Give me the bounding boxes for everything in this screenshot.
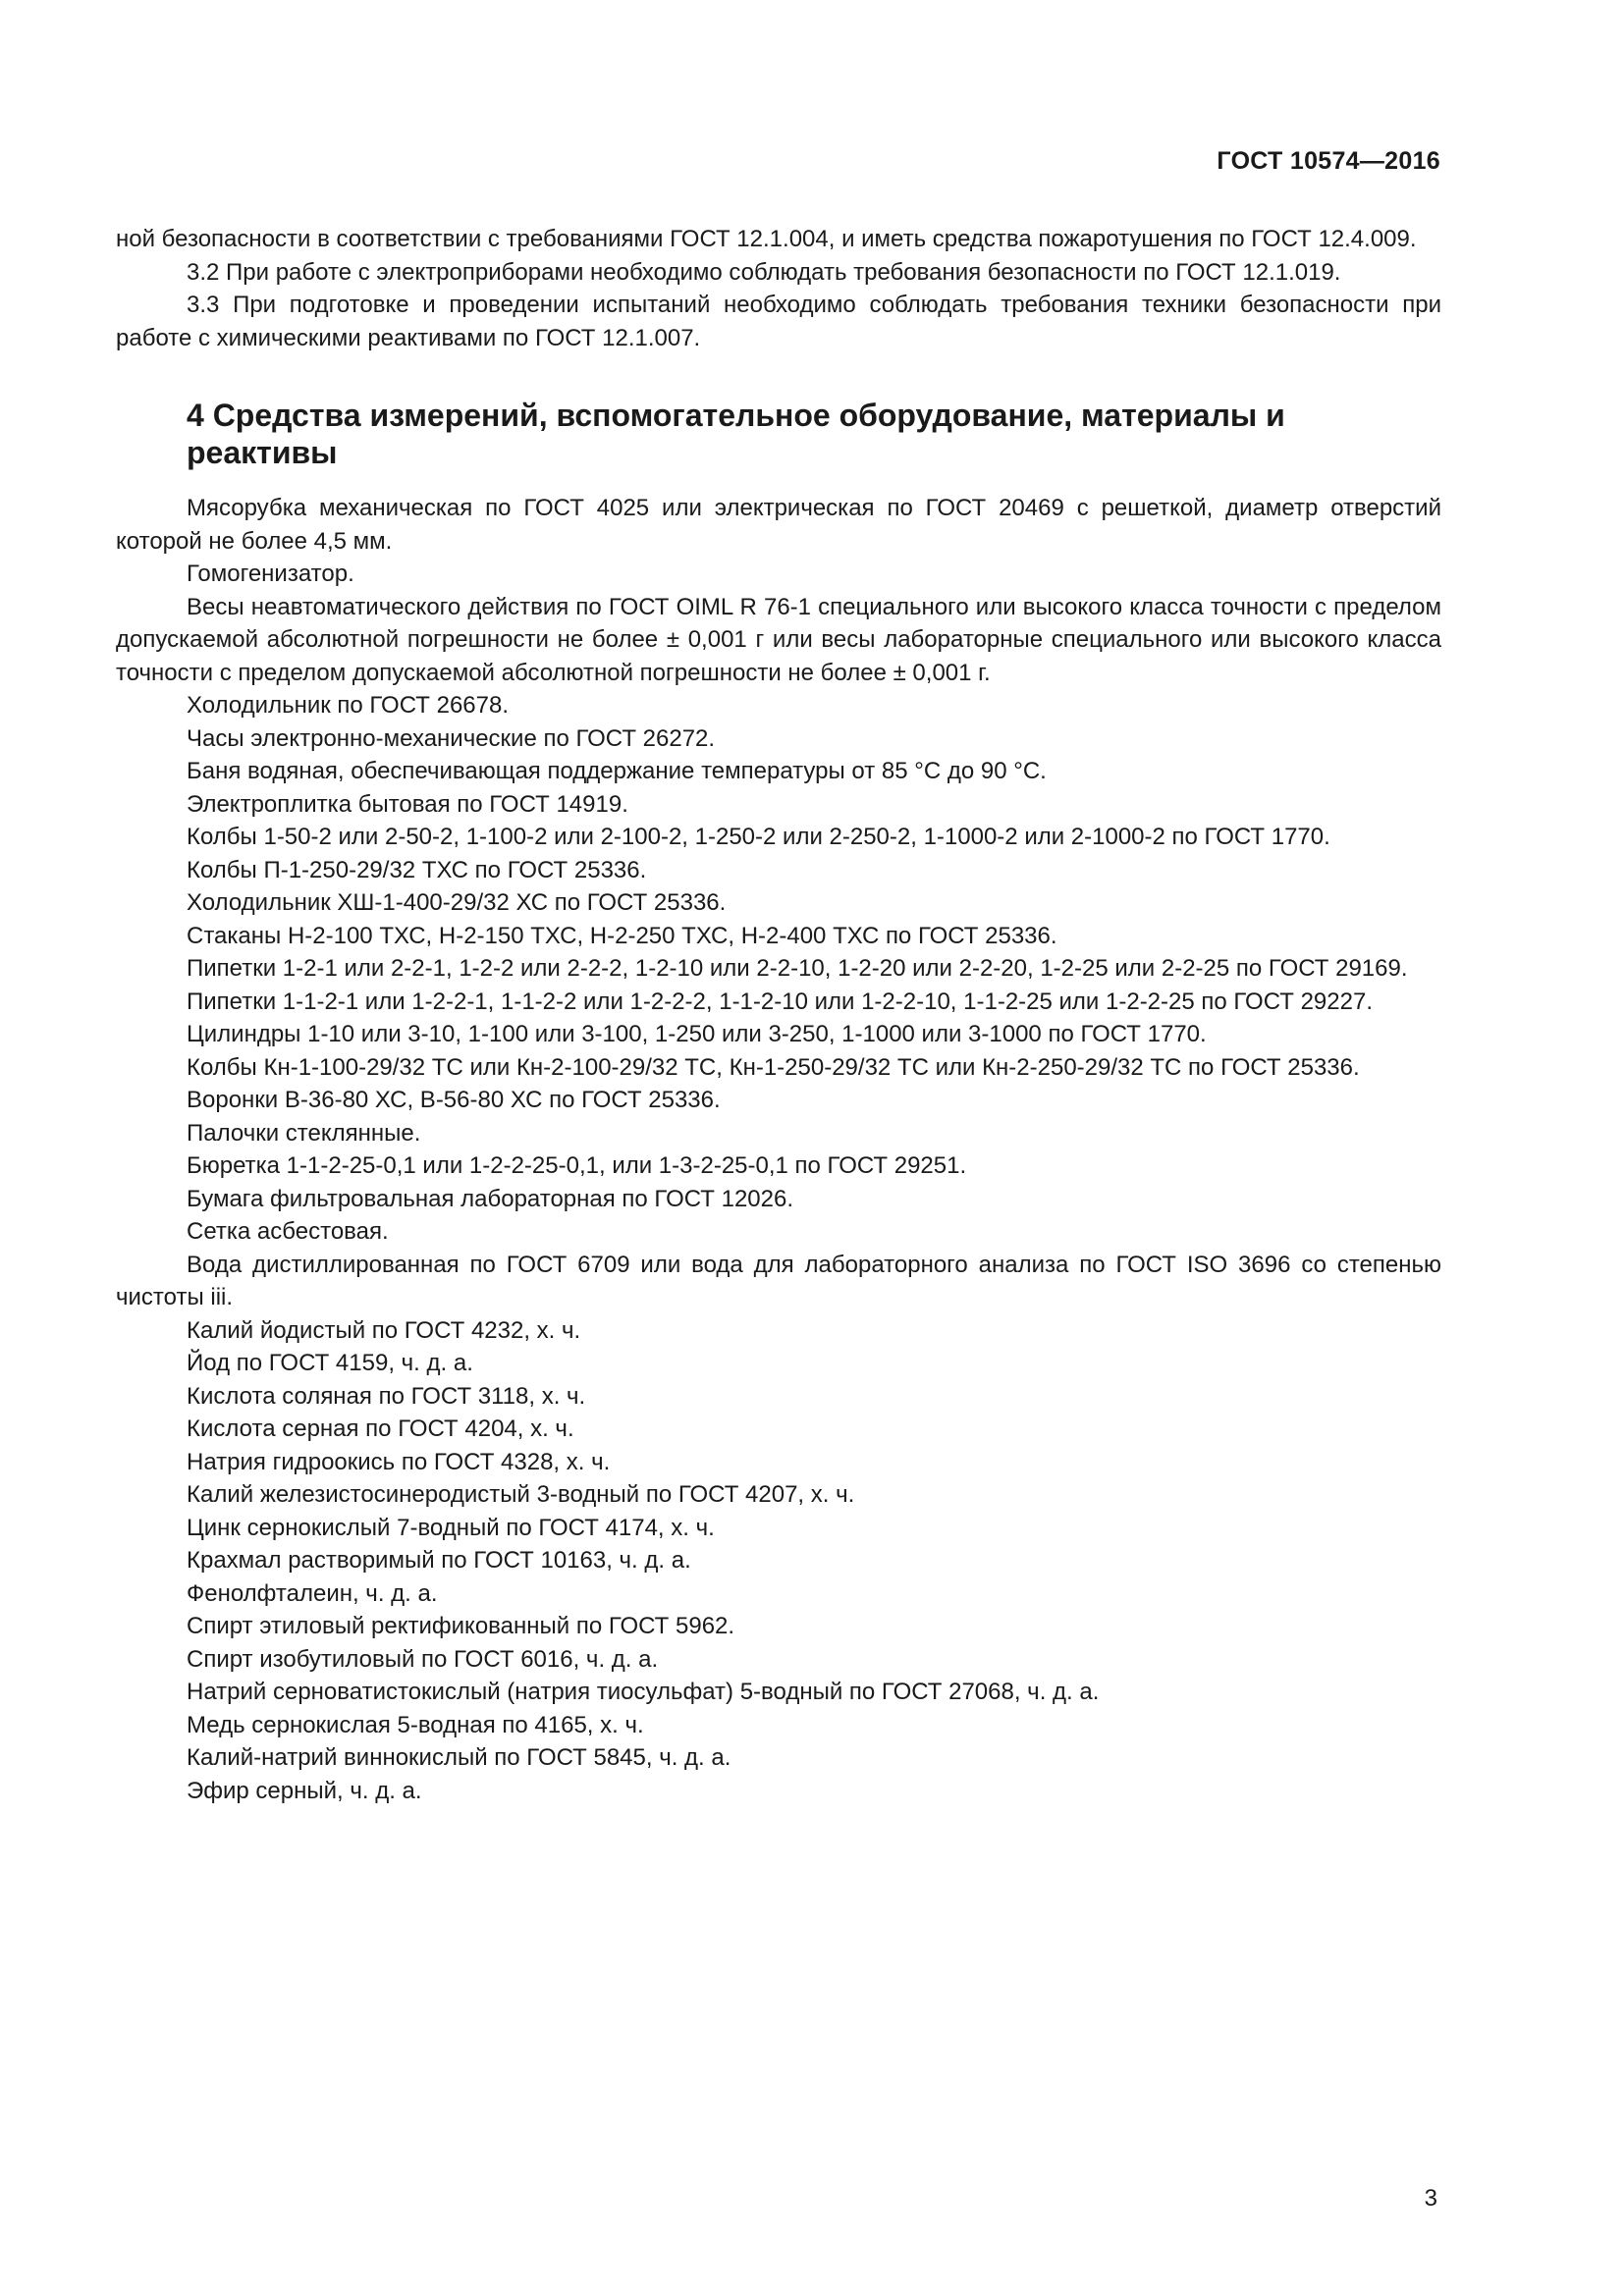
section-4-heading: 4 Средства измерений, вспомогательное оборудование, материалы и реактивы: [187, 398, 1285, 470]
list-item: Йод по ГОСТ 4159, ч. д. а.: [187, 1350, 473, 1376]
list-item: Колбы 1-50-2 или 2-50-2, 1-100-2 или 2-100-2, 1-250-2 или 2-250-2, 1-1000-2 или 2-1000-2 по ГОСТ 1770.: [187, 824, 1330, 850]
list-item: Холодильник ХШ-1-400-29/32 ХС по ГОСТ 25336.: [187, 889, 727, 916]
list-item: Воронки В-36-80 ХС, В-56-80 ХС по ГОСТ 25336.: [187, 1087, 721, 1113]
list-item: Весы неавтоматического действия по ГОСТ OIML R 76-1 специального или высокого класса точности с пределом допускаемой абсолютной погрешности не более ± 0,001 г или весы лабораторные специального или высокого класса точности с пределом допускаемой абсолютной погрешности не более ± 0,001 г.: [116, 593, 1441, 686]
list-item: Крахмал растворимый по ГОСТ 10163, ч. д. а.: [187, 1547, 691, 1574]
list-item: Электроплитка бытовая по ГОСТ 14919.: [187, 790, 628, 818]
list-item: Фенолфталеин, ч. д. а.: [187, 1579, 438, 1607]
list-item: Мясорубка механическая по ГОСТ 4025 или электрическая по ГОСТ 20469 с решеткой, диаметр отверстий которой не более 4,5 мм.: [116, 495, 1441, 555]
list-item: Сетка асбестовая.: [187, 1218, 389, 1245]
list-item: Калий железистосинеродистый 3-водный по ГОСТ 4207, х. ч.: [187, 1481, 855, 1508]
list-item: Вода дистиллированная по ГОСТ 6709 или вода для лабораторного анализа по ГОСТ ISO 3696 со степенью чистоты iii.: [116, 1251, 1441, 1310]
paragraph-3-2: 3.2 При работе с электроприборами необходимо соблюдать требования безопасности по ГОСТ 12.1.019.: [187, 258, 1341, 286]
list-item: Бумага фильтровальная лабораторная по ГОСТ 12026.: [187, 1185, 794, 1212]
document-code-header: ГОСТ 10574—2016: [1217, 147, 1440, 175]
list-item: Калий-натрий виннокислый по ГОСТ 5845, ч. д. а.: [187, 1744, 731, 1771]
paragraph-3-3: 3.3 При подготовке и проведении испытаний необходимо соблюдать требования техники безопасности при работе с химическими реактивами по ГОСТ 12.1.007.: [116, 292, 1441, 351]
page-content: [116, 223, 1441, 1807]
list-item: Колбы Кн-1-100-29/32 ТС или Кн-2-100-29/32 ТС, Кн-1-250-29/32 ТС или Кн-2-250-29/32 ТС по ГОСТ 25336.: [187, 1053, 1360, 1081]
list-item: Часы электронно-механические по ГОСТ 26272.: [187, 724, 716, 752]
list-item: Пипетки 1-1-2-1 или 1-2-2-1, 1-1-2-2 или 1-2-2-2, 1-1-2-10 или 1-2-2-10, 1-1-2-25 или 1-2-2-25 по ГОСТ 29227.: [187, 988, 1373, 1015]
list-item: Стаканы Н-2-100 ТХС, Н-2-150 ТХС, Н-2-250 ТХС, Н-2-400 ТХС по ГОСТ 25336.: [187, 922, 1057, 949]
page-number: 3: [1424, 2185, 1437, 2212]
list-item: Кислота соляная по ГОСТ 3118, х. ч.: [187, 1382, 586, 1410]
list-item: Калий йодистый по ГОСТ 4232, х. ч.: [187, 1316, 581, 1344]
list-item: Цилиндры 1-10 или 3-10, 1-100 или 3-100, 1-250 или 3-250, 1-1000 или 3-1000 по ГОСТ 1770.: [187, 1021, 1207, 1047]
list-item: Спирт изобутиловый по ГОСТ 6016, ч. д. а.: [187, 1645, 659, 1673]
list-item: Медь сернокислая 5-водная по 4165, х. ч.: [187, 1711, 644, 1738]
list-item: Колбы П-1-250-29/32 ТХС по ГОСТ 25336.: [187, 856, 647, 883]
list-item: Бюретка 1-1-2-25-0,1 или 1-2-2-25-0,1, или 1-3-2-25-0,1 по ГОСТ 29251.: [187, 1152, 967, 1179]
list-item: Пипетки 1-2-1 или 2-2-1, 1-2-2 или 2-2-2, 1-2-10 или 2-2-10, 1-2-20 или 2-2-20, 1-2-25 или 2-2-25 по ГОСТ 29169.: [187, 955, 1408, 982]
list-item: Спирт этиловый ректификованный по ГОСТ 5962.: [187, 1613, 735, 1639]
list-item: Эфир серный, ч. д. а.: [187, 1777, 422, 1804]
list-item: Баня водяная, обеспечивающая поддержание температуры от 85 °С до 90 °С.: [187, 758, 1047, 784]
list-item: Натрия гидроокись по ГОСТ 4328, х. ч.: [187, 1448, 611, 1475]
paragraph-safety-continuation: ной безопасности в соответствии с требованиями ГОСТ 12.1.004, и иметь средства пожаротушения по ГОСТ 12.4.009.: [116, 226, 1417, 252]
list-item: Натрий серноватистокислый (натрия тиосульфат) 5-водный по ГОСТ 27068, ч. д. а.: [187, 1679, 1100, 1705]
list-item: Цинк сернокислый 7-водный по ГОСТ 4174, х. ч.: [187, 1514, 715, 1541]
list-item: Палочки стеклянные.: [187, 1119, 421, 1147]
equipment-list: [116, 492, 1441, 1807]
list-item: Кислота серная по ГОСТ 4204, х. ч.: [187, 1415, 574, 1442]
list-item: Гомогенизатор.: [187, 561, 354, 587]
list-item: Холодильник по ГОСТ 26678.: [187, 692, 509, 719]
